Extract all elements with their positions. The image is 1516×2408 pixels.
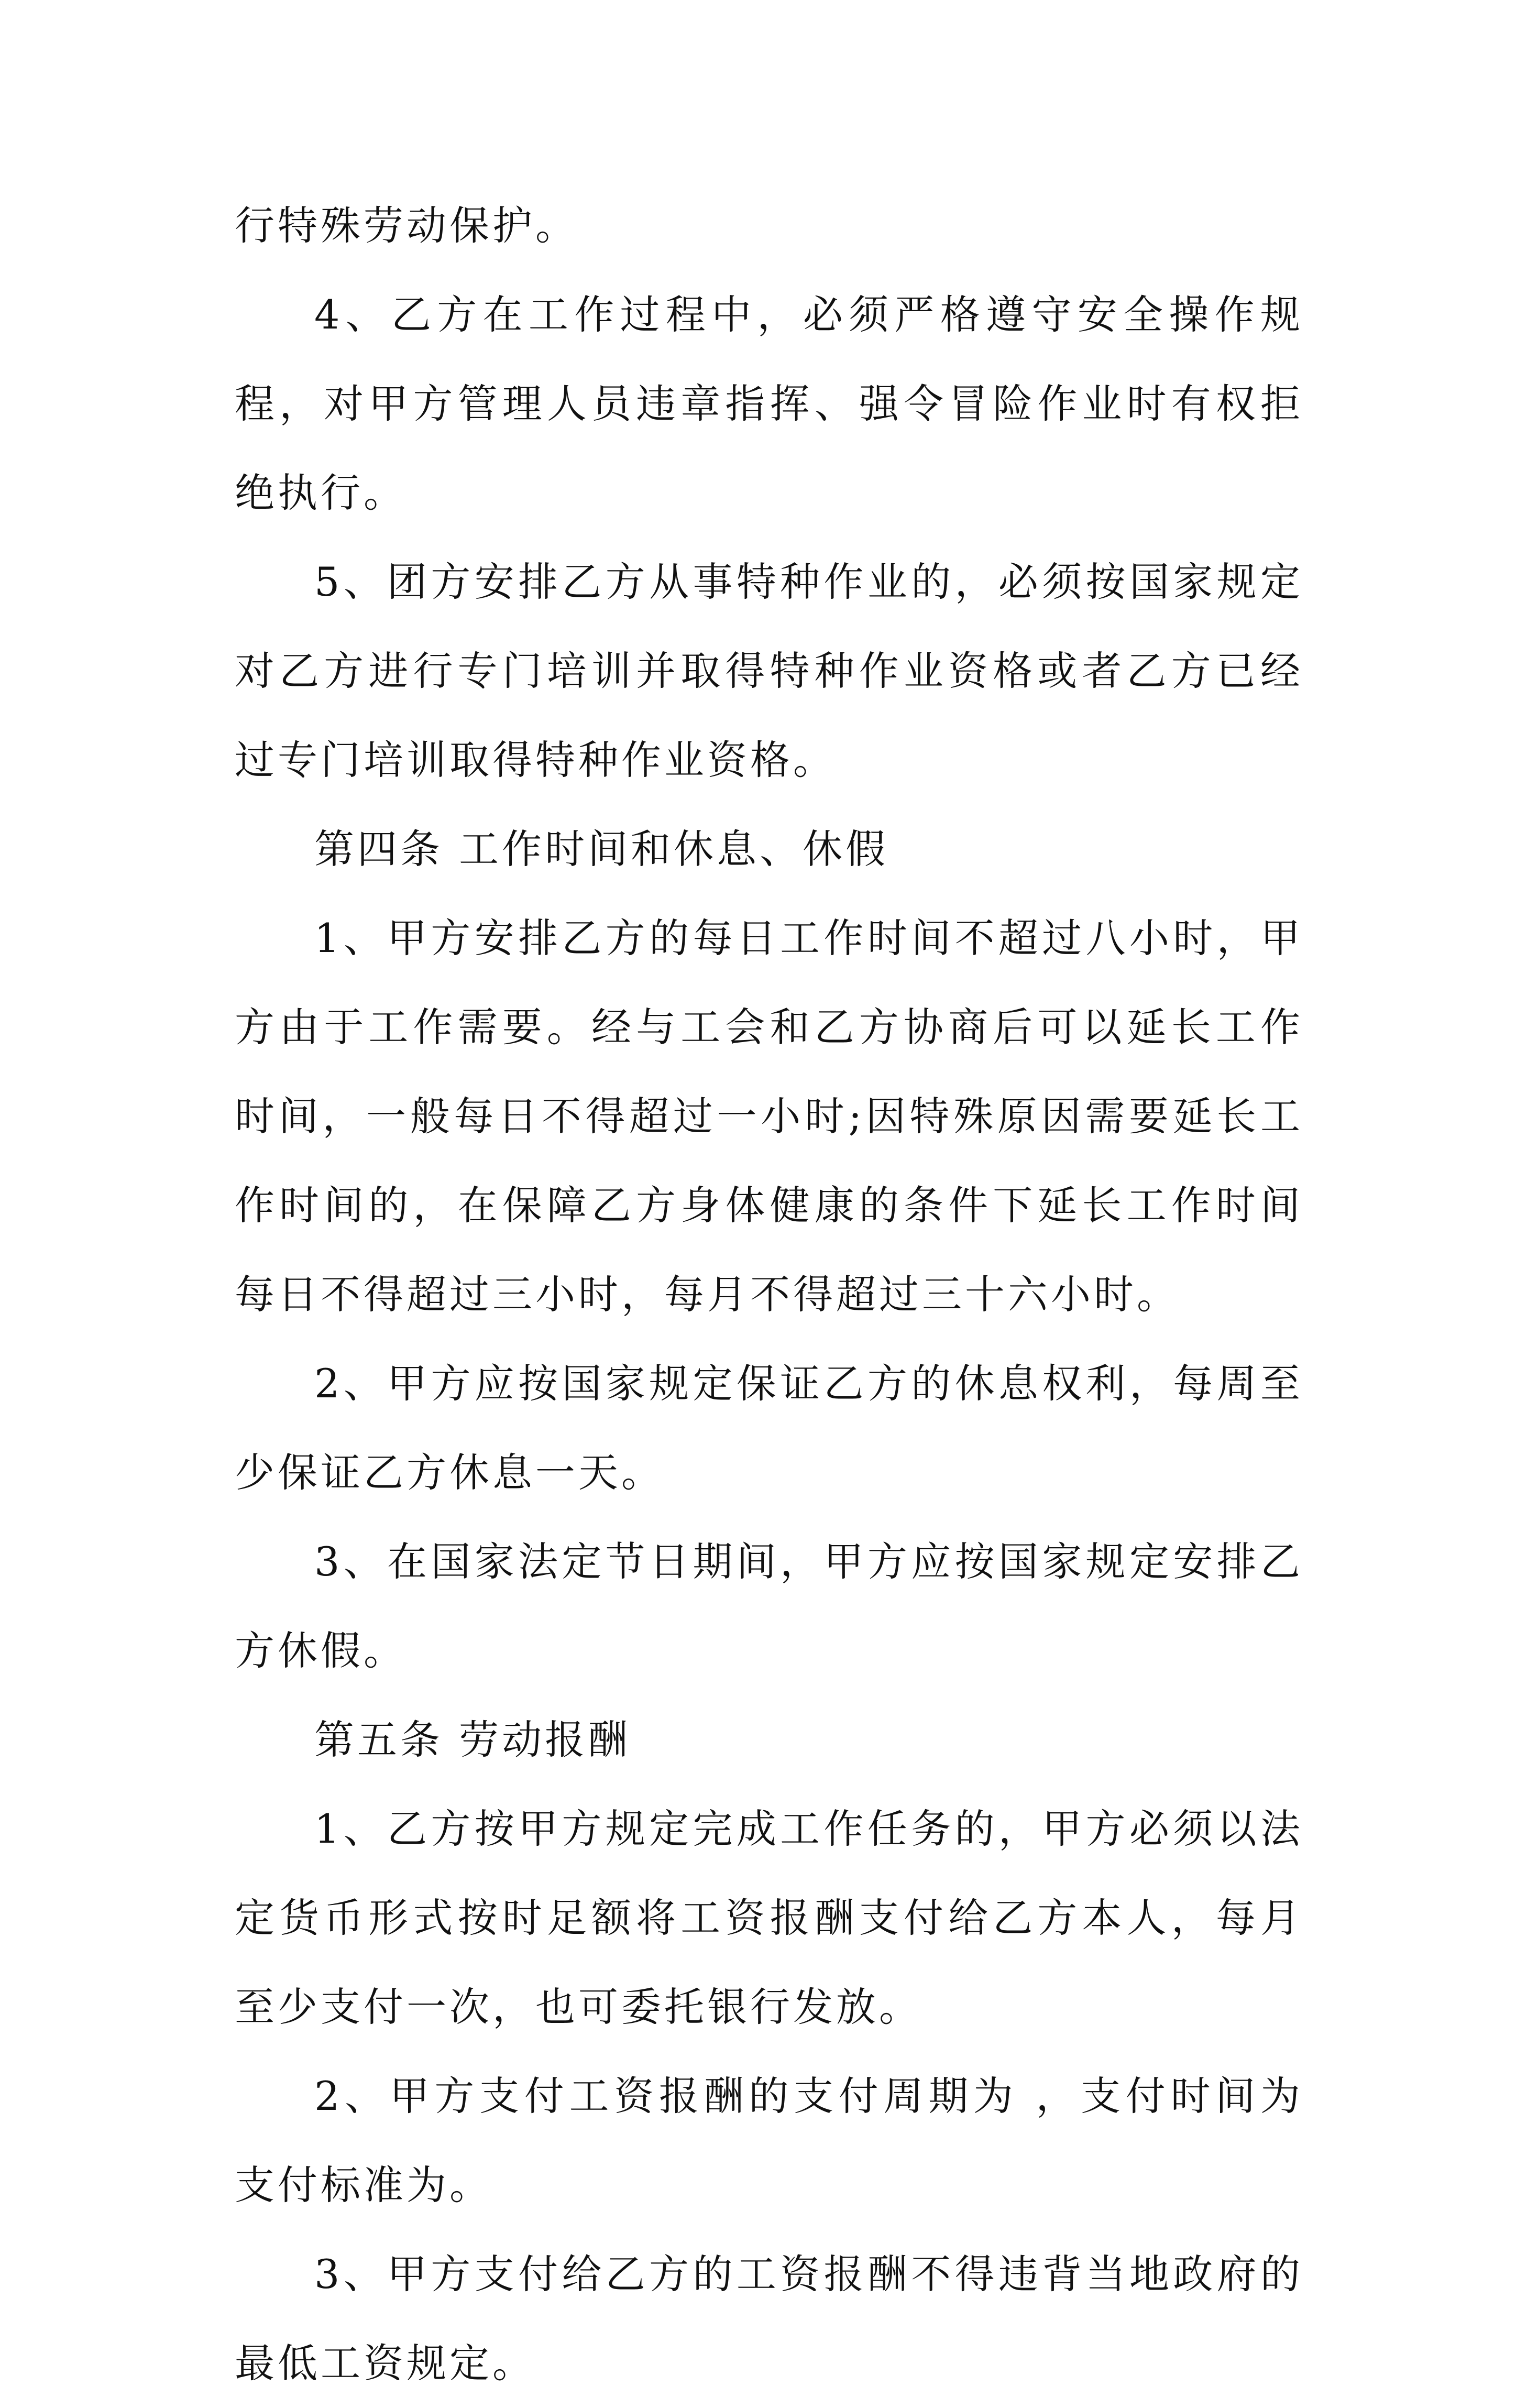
paragraph-clause-3-5: 5、团方安排乙方从事特种作业的，必须按国家规定对乙方进行专门培训并取得特种作业资格或者乙方已经过专门培训取得特种作业资格。 bbox=[235, 559, 1303, 783]
paragraph-clause-4-1: 1、甲方安排乙方的每日工作时间不超过八小时，甲方由于工作需要。经与工会和乙方协商后可以延长工作时间，一般每日不得超过一小时;因特殊原因需要延长工作时间的，在保障乙方身体健康的条件下延长工作时间每日不得超过三小时，每月不得超过三十六小时。 bbox=[235, 915, 1303, 1318]
paragraph-clause-5-3: 3、甲方支付给乙方的工资报酬不得违背当地政府的最低工资规定。 bbox=[235, 2251, 1303, 2387]
section-heading-article-5: 第五条 劳动报酬 bbox=[314, 1716, 631, 1763]
paragraph-clause-5-2: 2、甲方支付工资报酬的支付周期为 ，支付时间为 支付标准为。 bbox=[235, 2073, 1303, 2208]
paragraph-clause-3-4: 4、乙方在工作过程中，必须严格遵守安全操作规程，对甲方管理人员违章指挥、强令冒险作业时有权拒绝执行。 bbox=[235, 291, 1303, 516]
paragraph-clause-5-1: 1、乙方按甲方规定完成工作任务的，甲方必须以法定货币形式按时足额将工资报酬支付给乙方本人，每月至少支付一次，也可委托银行发放。 bbox=[235, 1805, 1303, 2030]
paragraph-continuation: 行特殊劳动保护。 bbox=[235, 202, 578, 249]
paragraph-clause-4-3: 3、在国家法定节日期间，甲方应按国家规定安排乙方休假。 bbox=[235, 1538, 1303, 1674]
section-heading-article-4: 第四条 工作时间和休息、休假 bbox=[314, 826, 889, 872]
paragraph-clause-4-2: 2、甲方应按国家规定保证乙方的休息权利，每周至少保证乙方休息一天。 bbox=[235, 1360, 1303, 1496]
document-page bbox=[235, 181, 1303, 2408]
